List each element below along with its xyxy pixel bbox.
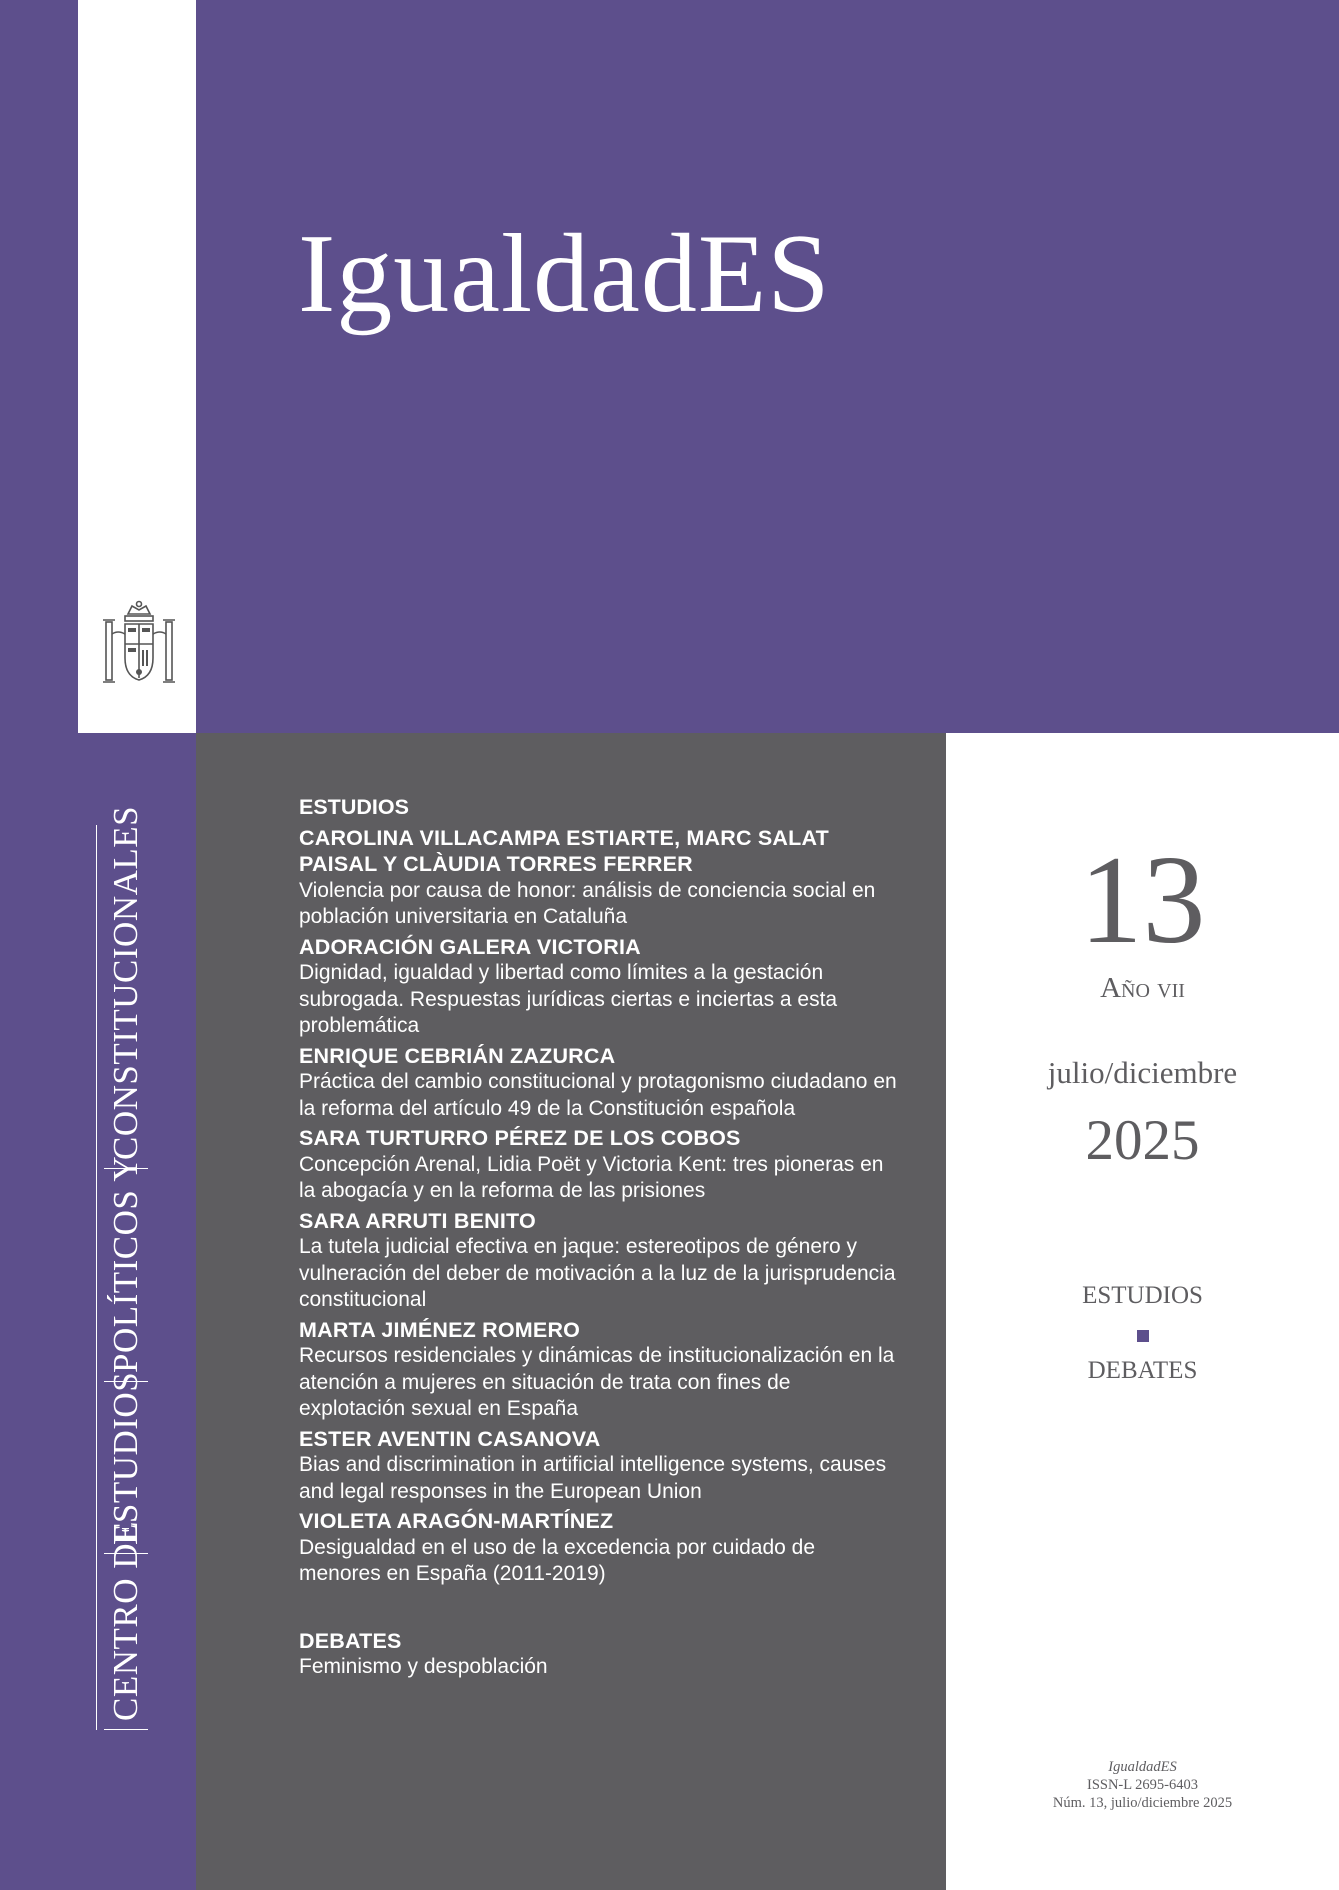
toc-entry[interactable] bbox=[299, 1208, 899, 1314]
entry-title: Concepción Arenal, Lidia Poët y Victoria Kent: tres pioneras en la abogacía y en la reforma de las prisiones bbox=[299, 1152, 884, 1202]
publisher-word-2: ESTUDIOS bbox=[104, 1372, 148, 1554]
entry-title: Violencia por causa de honor: análisis de conciencia social en población universitaria en Cataluña bbox=[299, 878, 876, 928]
toc-entry[interactable] bbox=[299, 1125, 899, 1205]
issue-number: 13 bbox=[1079, 831, 1206, 970]
entry-title: Desigualdad en el uso de la excedencia por cuidado de menores en España (2011-2019) bbox=[299, 1535, 816, 1585]
issue-period: julio/diciembre bbox=[1047, 1055, 1238, 1090]
entry-author: ESTER AVENTIN CASANOVA bbox=[299, 1426, 601, 1451]
toc-entry[interactable] bbox=[299, 1426, 899, 1506]
section-estudios: ESTUDIOS bbox=[1082, 1282, 1203, 1309]
entry-title: La tutela judicial efectiva en jaque: estereotipos de género y vulneración del deber de motivación a la luz de la jurisprudencia constitucional bbox=[299, 1235, 896, 1311]
entry-author: SARA TURTURRO PÉREZ DE LOS COBOS bbox=[299, 1126, 741, 1150]
colophon-issn: ISSN-L 2695-6403 bbox=[1086, 1777, 1199, 1793]
rule-4 bbox=[96, 825, 103, 1169]
entry-author: ENRIQUE CEBRIÁN ZAZURCA bbox=[299, 1043, 616, 1068]
entry-title: Bias and discrimination in artificial intelligence systems, causes and legal responses in the European Union bbox=[299, 1453, 887, 1503]
table-of-contents bbox=[299, 794, 899, 1681]
issue-year: 2025 bbox=[1085, 1109, 1200, 1172]
spanish-coat-of-arms-icon bbox=[98, 600, 180, 692]
rule-2 bbox=[96, 1382, 103, 1554]
entry-author: ADORACIÓN GALERA VICTORIA bbox=[299, 934, 641, 959]
publisher-word-3: POLÍTICOS Y bbox=[104, 1156, 148, 1382]
colophon-title: IgualdadES bbox=[1108, 1759, 1177, 1775]
debates-block[interactable] bbox=[299, 1628, 899, 1681]
entry-title: Dignidad, igualdad y libertad como límites a la gestación subrogada. Respuestas jurídicas ciertas e inciertas a esta problemática bbox=[299, 961, 838, 1037]
colophon-issue: Núm. 13, julio/diciembre 2025 bbox=[1052, 1795, 1233, 1811]
issue-volume-year: Año vii bbox=[1100, 972, 1185, 1004]
toc-entry[interactable] bbox=[299, 825, 899, 931]
toc-entry[interactable] bbox=[299, 1317, 899, 1423]
toc-entry[interactable] bbox=[299, 934, 899, 1040]
entry-title: Recursos residenciales y dinámicas de institucionalización en la atención a mujeres en situación de trata con fines de explotación sexual en España bbox=[299, 1344, 895, 1420]
estudios-heading: ESTUDIOS bbox=[299, 795, 409, 819]
entry-author: VIOLETA ARAGÓN-MARTÍNEZ bbox=[299, 1509, 614, 1533]
rule-3 bbox=[96, 1169, 103, 1382]
toc-entry[interactable] bbox=[299, 1043, 899, 1123]
debates-heading: DEBATES bbox=[299, 1628, 402, 1653]
journal-title: IgualdadES bbox=[298, 212, 831, 336]
entry-author: MARTA JIMÉNEZ ROMERO bbox=[299, 1317, 581, 1342]
entry-author: SARA ARRUTI BENITO bbox=[299, 1208, 536, 1233]
rule-1 bbox=[96, 1554, 103, 1730]
toc-entry[interactable] bbox=[299, 1508, 899, 1588]
separator-square-icon bbox=[1137, 1330, 1149, 1342]
publisher-word-1: CENTRO DE bbox=[104, 1521, 148, 1730]
entry-author: CAROLINA VILLACAMPA ESTIARTE, MARC SALAT PAISAL Y CLÀUDIA TORRES FERRER bbox=[299, 825, 829, 876]
left-purple-band bbox=[0, 0, 78, 1890]
publisher-name bbox=[88, 805, 154, 1730]
publisher-word-4: CONSTITUCIONALES bbox=[104, 806, 148, 1169]
debates-title: Feminismo y despoblación bbox=[299, 1655, 548, 1678]
colophon bbox=[946, 1758, 1339, 1812]
entry-title: Práctica del cambio constitucional y protagonismo ciudadano en la reforma del artículo 49 de la Constitución española bbox=[299, 1070, 897, 1120]
section-debates: DEBATES bbox=[1087, 1357, 1198, 1384]
top-purple-block bbox=[196, 0, 1339, 733]
